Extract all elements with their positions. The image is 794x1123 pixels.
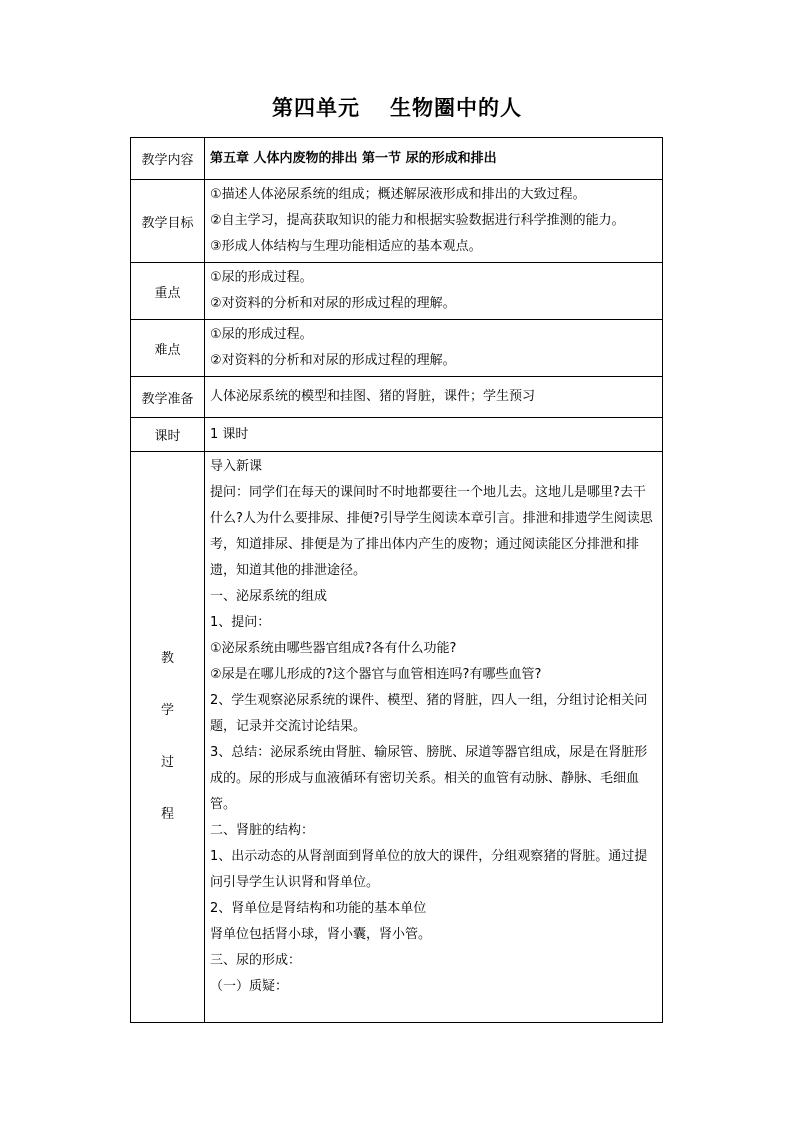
process-line: 三、尿的形成：	[210, 953, 302, 968]
row-process	[131, 452, 663, 1023]
value-preparation: 人体泌尿系统的模型和挂图、猪的肾脏，课件；学生预习	[205, 377, 663, 418]
goal-item: ②自主学习，提高获取知识的能力和根据实验数据进行科学推测的能力。	[210, 213, 625, 228]
label-key-points: 重点	[131, 263, 205, 320]
value-hours: 1 课时	[205, 418, 663, 452]
label-hours: 课时	[131, 418, 205, 452]
goal-item: ①描述人体泌尿系统的组成；概述解尿液形成和排出的大致过程。	[210, 187, 586, 202]
process-label-char: 学	[160, 703, 174, 718]
topic-title: 生物圈中的人	[390, 96, 522, 120]
page-title	[0, 92, 794, 122]
value-goals	[205, 180, 663, 263]
process-line: 2、肾单位是肾结构和功能的基本单位	[210, 901, 427, 916]
process-label-char: 过	[160, 755, 174, 770]
lesson-plan-table	[130, 137, 663, 1023]
process-line: 提问：同学们在每天的课间时不时地都要往一个地儿去。这地儿是哪里?去干什么?人为什么要排尿、排便?引导学生阅读本章引言。排泄和排遗学生阅读思考，知道排尿、排便是为了排出体内产生的废物；通过阅读能区分排泄和排遗，知道其他的排泄途径。	[210, 485, 653, 578]
row-difficult-points	[131, 320, 663, 377]
label-content: 教学内容	[131, 138, 205, 180]
row-preparation	[131, 377, 663, 418]
key-point-item: ①尿的形成过程。	[210, 270, 313, 285]
label-difficult-points: 难点	[131, 320, 205, 377]
value-process	[205, 452, 663, 1023]
row-goals	[131, 180, 663, 263]
process-line: 肾单位包括肾小球，肾小囊，肾小管。	[210, 927, 432, 942]
process-line: 二、肾脏的结构：	[210, 823, 315, 838]
value-key-points	[205, 263, 663, 320]
process-line: （一）质疑：	[210, 979, 289, 994]
row-content	[131, 138, 663, 180]
difficult-point-item: ①尿的形成过程。	[210, 327, 313, 342]
value-content: 第五章 人体内废物的排出 第一节 尿的形成和排出	[205, 138, 663, 180]
label-process	[131, 452, 205, 1023]
row-hours	[131, 418, 663, 452]
key-point-item: ②对资料的分析和对尿的形成过程的理解。	[210, 296, 456, 311]
process-line: 2、学生观察泌尿系统的课件、模型、猪的肾脏，四人一组，分组讨论相关问题，记录并交流讨论结果。	[210, 693, 648, 734]
value-difficult-points	[205, 320, 663, 377]
row-key-points	[131, 263, 663, 320]
process-line: ①泌尿系统由哪些器官组成?各有什么功能?	[210, 641, 457, 656]
process-line: 导入新课	[210, 459, 263, 474]
process-line: ②尿是在哪儿形成的?这个器官与血管相连吗?有哪些血管?	[210, 667, 542, 682]
process-label-char: 教	[160, 651, 174, 666]
difficult-point-item: ②对资料的分析和对尿的形成过程的理解。	[210, 353, 456, 368]
process-line: 3、总结：泌尿系统由肾脏、输尿管、膀胱、尿道等器官组成，尿是在肾脏形成的。尿的形成与血液循环有密切关系。相关的血管有动脉、静脉、毛细血管。	[210, 745, 648, 812]
goal-item: ③形成人体结构与生理功能相适应的基本观点。	[210, 239, 482, 254]
process-line: 1、提问：	[210, 615, 271, 630]
label-preparation: 教学准备	[131, 377, 205, 418]
unit-title: 第四单元	[272, 96, 360, 120]
process-line: 一、泌尿系统的组成	[210, 589, 328, 604]
label-goals: 教学目标	[131, 180, 205, 263]
process-label-char: 程	[160, 807, 174, 822]
process-line: 1、出示动态的从肾剖面到肾单位的放大的课件，分组观察猪的肾脏。通过提问引导学生认识肾和肾单位。	[210, 849, 648, 890]
